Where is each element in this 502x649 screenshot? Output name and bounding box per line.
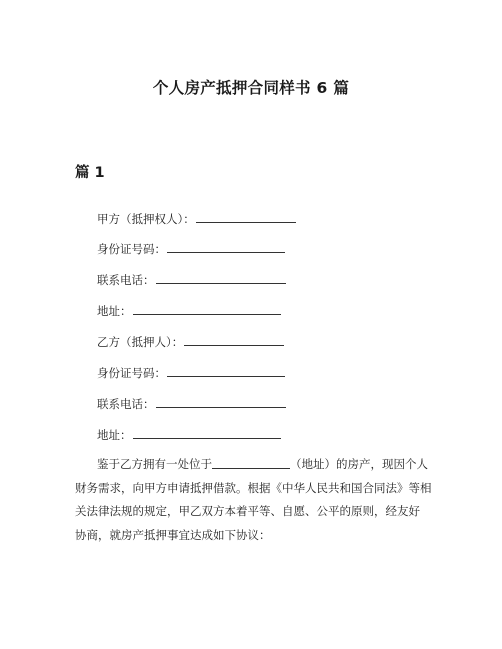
fill-blank bbox=[133, 426, 281, 439]
field-label: 乙方（抵押人）： bbox=[97, 335, 184, 349]
party-b-name-field bbox=[97, 333, 284, 350]
address-blank bbox=[212, 456, 290, 469]
party-a-phone-field bbox=[97, 271, 286, 288]
party-b-id-field bbox=[97, 364, 285, 381]
field-label: 地址： bbox=[97, 304, 132, 318]
fill-blank bbox=[133, 302, 281, 315]
field-label: 联系电话： bbox=[97, 397, 155, 411]
document-title: 个人房产抵押合同样书 6 篇 bbox=[152, 79, 350, 97]
party-a-id-field bbox=[97, 240, 285, 257]
paragraph-line bbox=[75, 453, 437, 477]
party-b-address-field bbox=[97, 426, 281, 443]
paragraph-line: 协商，就房产抵押事宜达成如下协议： bbox=[75, 527, 271, 542]
field-label: 身份证号码： bbox=[97, 242, 166, 256]
paragraph-text: （地址）的房产，现因个人 bbox=[290, 457, 428, 471]
paragraph-line: 财务需求，向甲方申请抵押借款。根据《中华人民共和国合同法》等相 bbox=[75, 480, 432, 495]
preamble-paragraph bbox=[75, 453, 437, 547]
field-label: 联系电话： bbox=[97, 273, 155, 287]
fill-blank bbox=[167, 364, 285, 377]
fill-blank bbox=[184, 333, 284, 346]
field-label: 甲方（抵押权人）： bbox=[97, 212, 195, 226]
field-label: 地址： bbox=[97, 428, 132, 442]
fill-blank bbox=[156, 395, 286, 408]
party-b-phone-field bbox=[97, 395, 286, 412]
party-a-address-field bbox=[97, 302, 281, 319]
paragraph-text: 鉴于乙方拥有一处位于 bbox=[97, 457, 212, 471]
field-label: 身份证号码： bbox=[97, 366, 166, 380]
fill-blank bbox=[196, 210, 296, 223]
fill-blank bbox=[156, 271, 286, 284]
party-a-name-field bbox=[97, 210, 296, 227]
paragraph-line: 关法律法规的规定，甲乙双方本着平等、自愿、公平的原则，经友好 bbox=[75, 504, 420, 518]
section-heading: 篇 1 bbox=[75, 165, 105, 181]
fill-blank bbox=[167, 240, 285, 253]
